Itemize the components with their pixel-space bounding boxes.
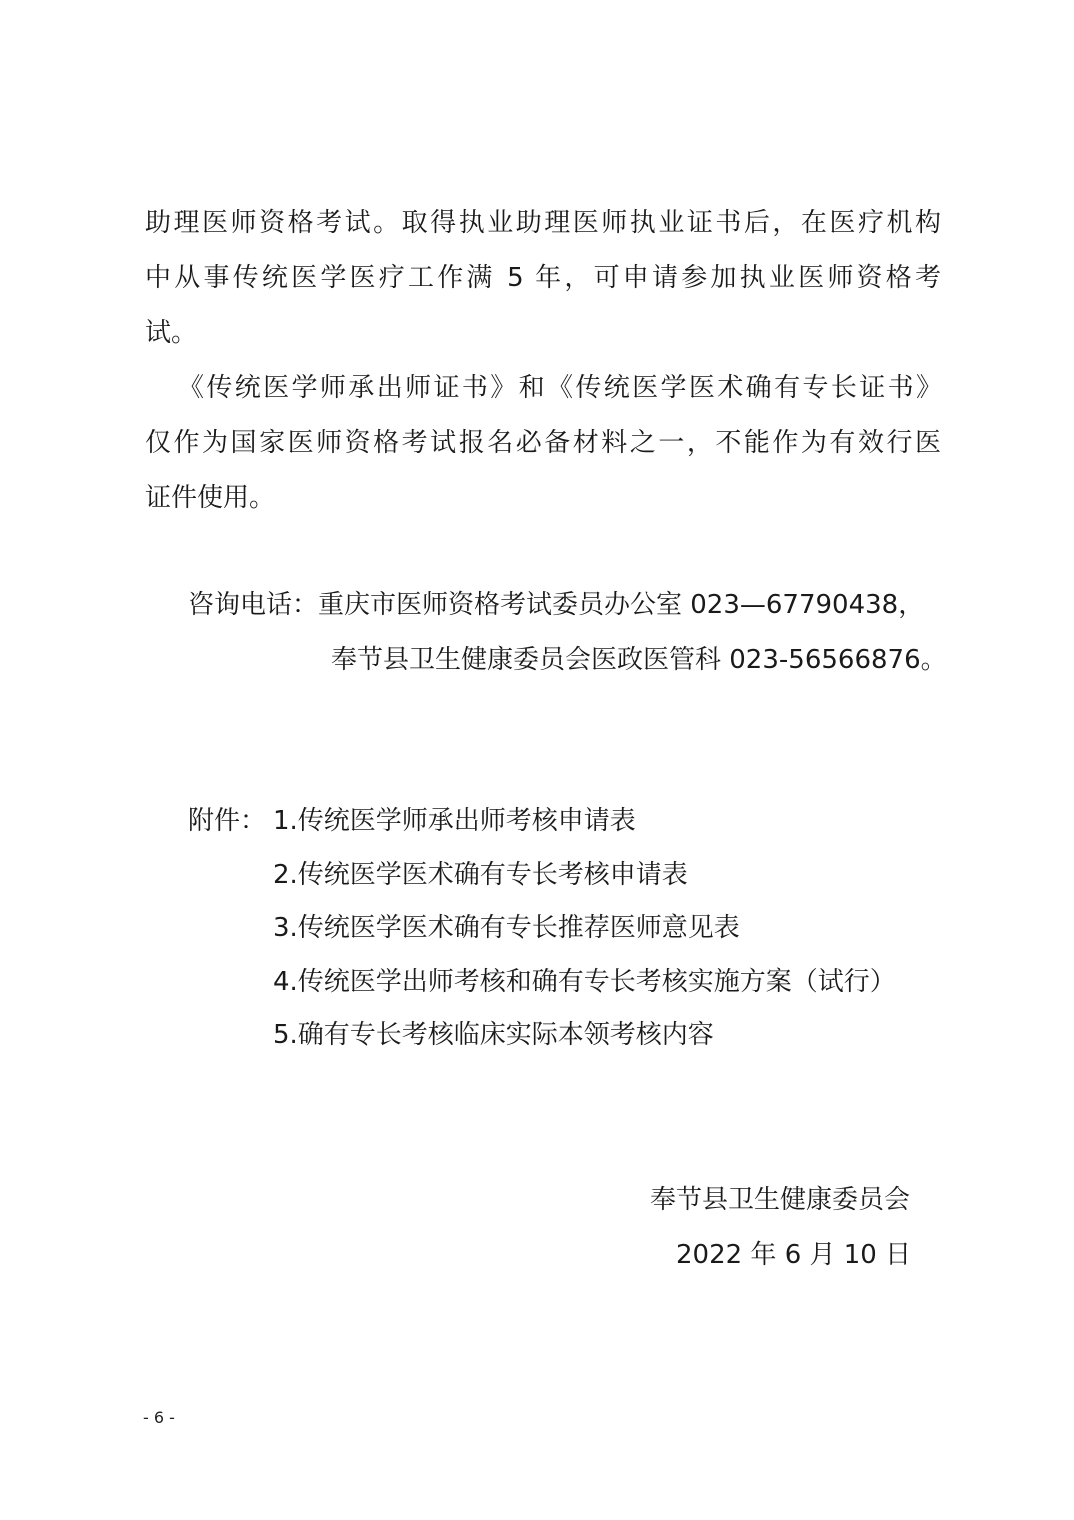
paragraph-1-line-2: 中从事传统医学医疗工作满 5 年，可申请参加执业医师资格考	[145, 263, 941, 293]
paragraph-2-line-3: 证件使用。	[145, 483, 276, 513]
paragraph-2-line-1: 《传统医学师承出师证书》和《传统医学医术确有专长证书》	[178, 373, 942, 403]
page-number: - 6 -	[143, 1408, 175, 1427]
signature-organization: 奉节县卫生健康委员会	[650, 1185, 911, 1215]
attachment-item-3: 3.传统医学医术确有专长推荐医师意见表	[273, 913, 740, 943]
attachment-item-5: 5.确有专长考核临床实际本领考核内容	[273, 1020, 714, 1050]
contact-line-2: 奉节县卫生健康委员会医政医管科 023-56566876。	[331, 645, 947, 675]
attachments-label: 附件：	[188, 806, 267, 836]
contact-line-1: 咨询电话：重庆市医师资格考试委员办公室 023—67790438，	[188, 590, 925, 620]
paragraph-2-line-2: 仅作为国家医师资格考试报名必备材料之一，不能作为有效行医	[145, 428, 941, 458]
attachment-item-1: 1.传统医学师承出师考核申请表	[273, 806, 636, 836]
signature-date: 2022 年 6 月 10 日	[676, 1240, 912, 1270]
attachment-item-4: 4.传统医学出师考核和确有专长考核实施方案（试行）	[273, 967, 896, 997]
paragraph-1-line-1: 助理医师资格考试。取得执业助理医师执业证书后，在医疗机构	[145, 208, 941, 238]
paragraph-1-line-3: 试。	[145, 318, 198, 348]
attachment-item-2: 2.传统医学医术确有专长考核申请表	[273, 860, 688, 890]
